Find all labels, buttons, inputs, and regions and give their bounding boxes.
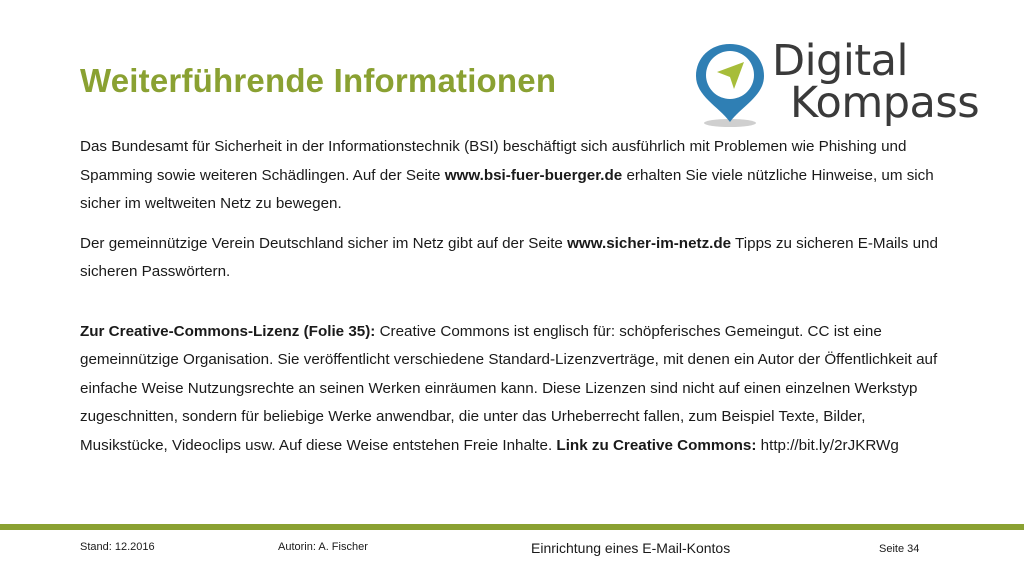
footer-divider [0,524,1024,530]
bsi-link[interactable]: www.bsi-fuer-buerger.de [444,166,623,184]
paragraph-bsi [80,133,940,219]
slide-body [80,133,940,460]
logo-line2: Kompass [790,78,980,128]
footer-page-number: Seite 34 [879,543,920,555]
paragraph-text: Tipps zu sicheren E-Mails und sicheren Passwörtern. [80,234,938,280]
location-pin-icon [690,40,770,128]
paragraph-text: Das Bundesamt für Sicherheit in der Informationstechnik (BSI) beschäftigt sich ausführlich mit Problemen wie Phishing und Spamming sowie weiteren Schädlingen. Auf der Seite [80,138,907,184]
paragraph-dsin [80,230,940,287]
cc-heading: Zur Creative-Commons-Lizenz (Folie 35): [80,322,376,340]
digital-kompass-logo [690,36,990,130]
sicher-im-netz-link[interactable]: www.sicher-im-netz.de [567,234,732,252]
paragraph-text: Der gemeinnützige Verein Deutschland sicher im Netz gibt auf der Seite [80,234,568,252]
cc-link-label: Link zu Creative Commons: [556,436,757,454]
paragraph-text: erhalten Sie viele nützliche Hinweise, um sich sicher im weltweiten Netz zu bewegen. [80,166,934,212]
cc-url-link[interactable]: http://bit.ly/2rJKRWg [756,436,899,454]
logo-wordmark [772,36,980,128]
slide-title: Weiterführende Informationen [80,62,557,99]
paragraph-creative-commons [80,318,940,461]
footer-author: Autorin: A. Fischer [278,541,368,553]
footer-topic: Einrichtung eines E-Mail-Kontos [531,540,731,556]
footer-stand: Stand: 12.2016 [80,541,155,553]
paragraph-text: Creative Commons ist englisch für: schöpferisches Gemeingut. CC ist eine gemeinnützige Organisation. Sie veröffentlicht verschiedene Standard-Lizenzverträge, mit denen ein Autor der Öffentlichkeit auf einfache Weise Nutzungsrechte an seinen Werken einräumen kann. Diese Lizenzen sind nicht auf einen einzelnen Werkstyp zugeschnitten, sondern für beliebige Werke anwendbar, die unter das Urheberrecht fallen, zum Beispiel Texte, Bilder, Musikstücke, Videoclips usw. Auf diese Weise entstehen Freie Inhalte. [80,322,938,454]
logo-line1: Digital [772,36,908,86]
